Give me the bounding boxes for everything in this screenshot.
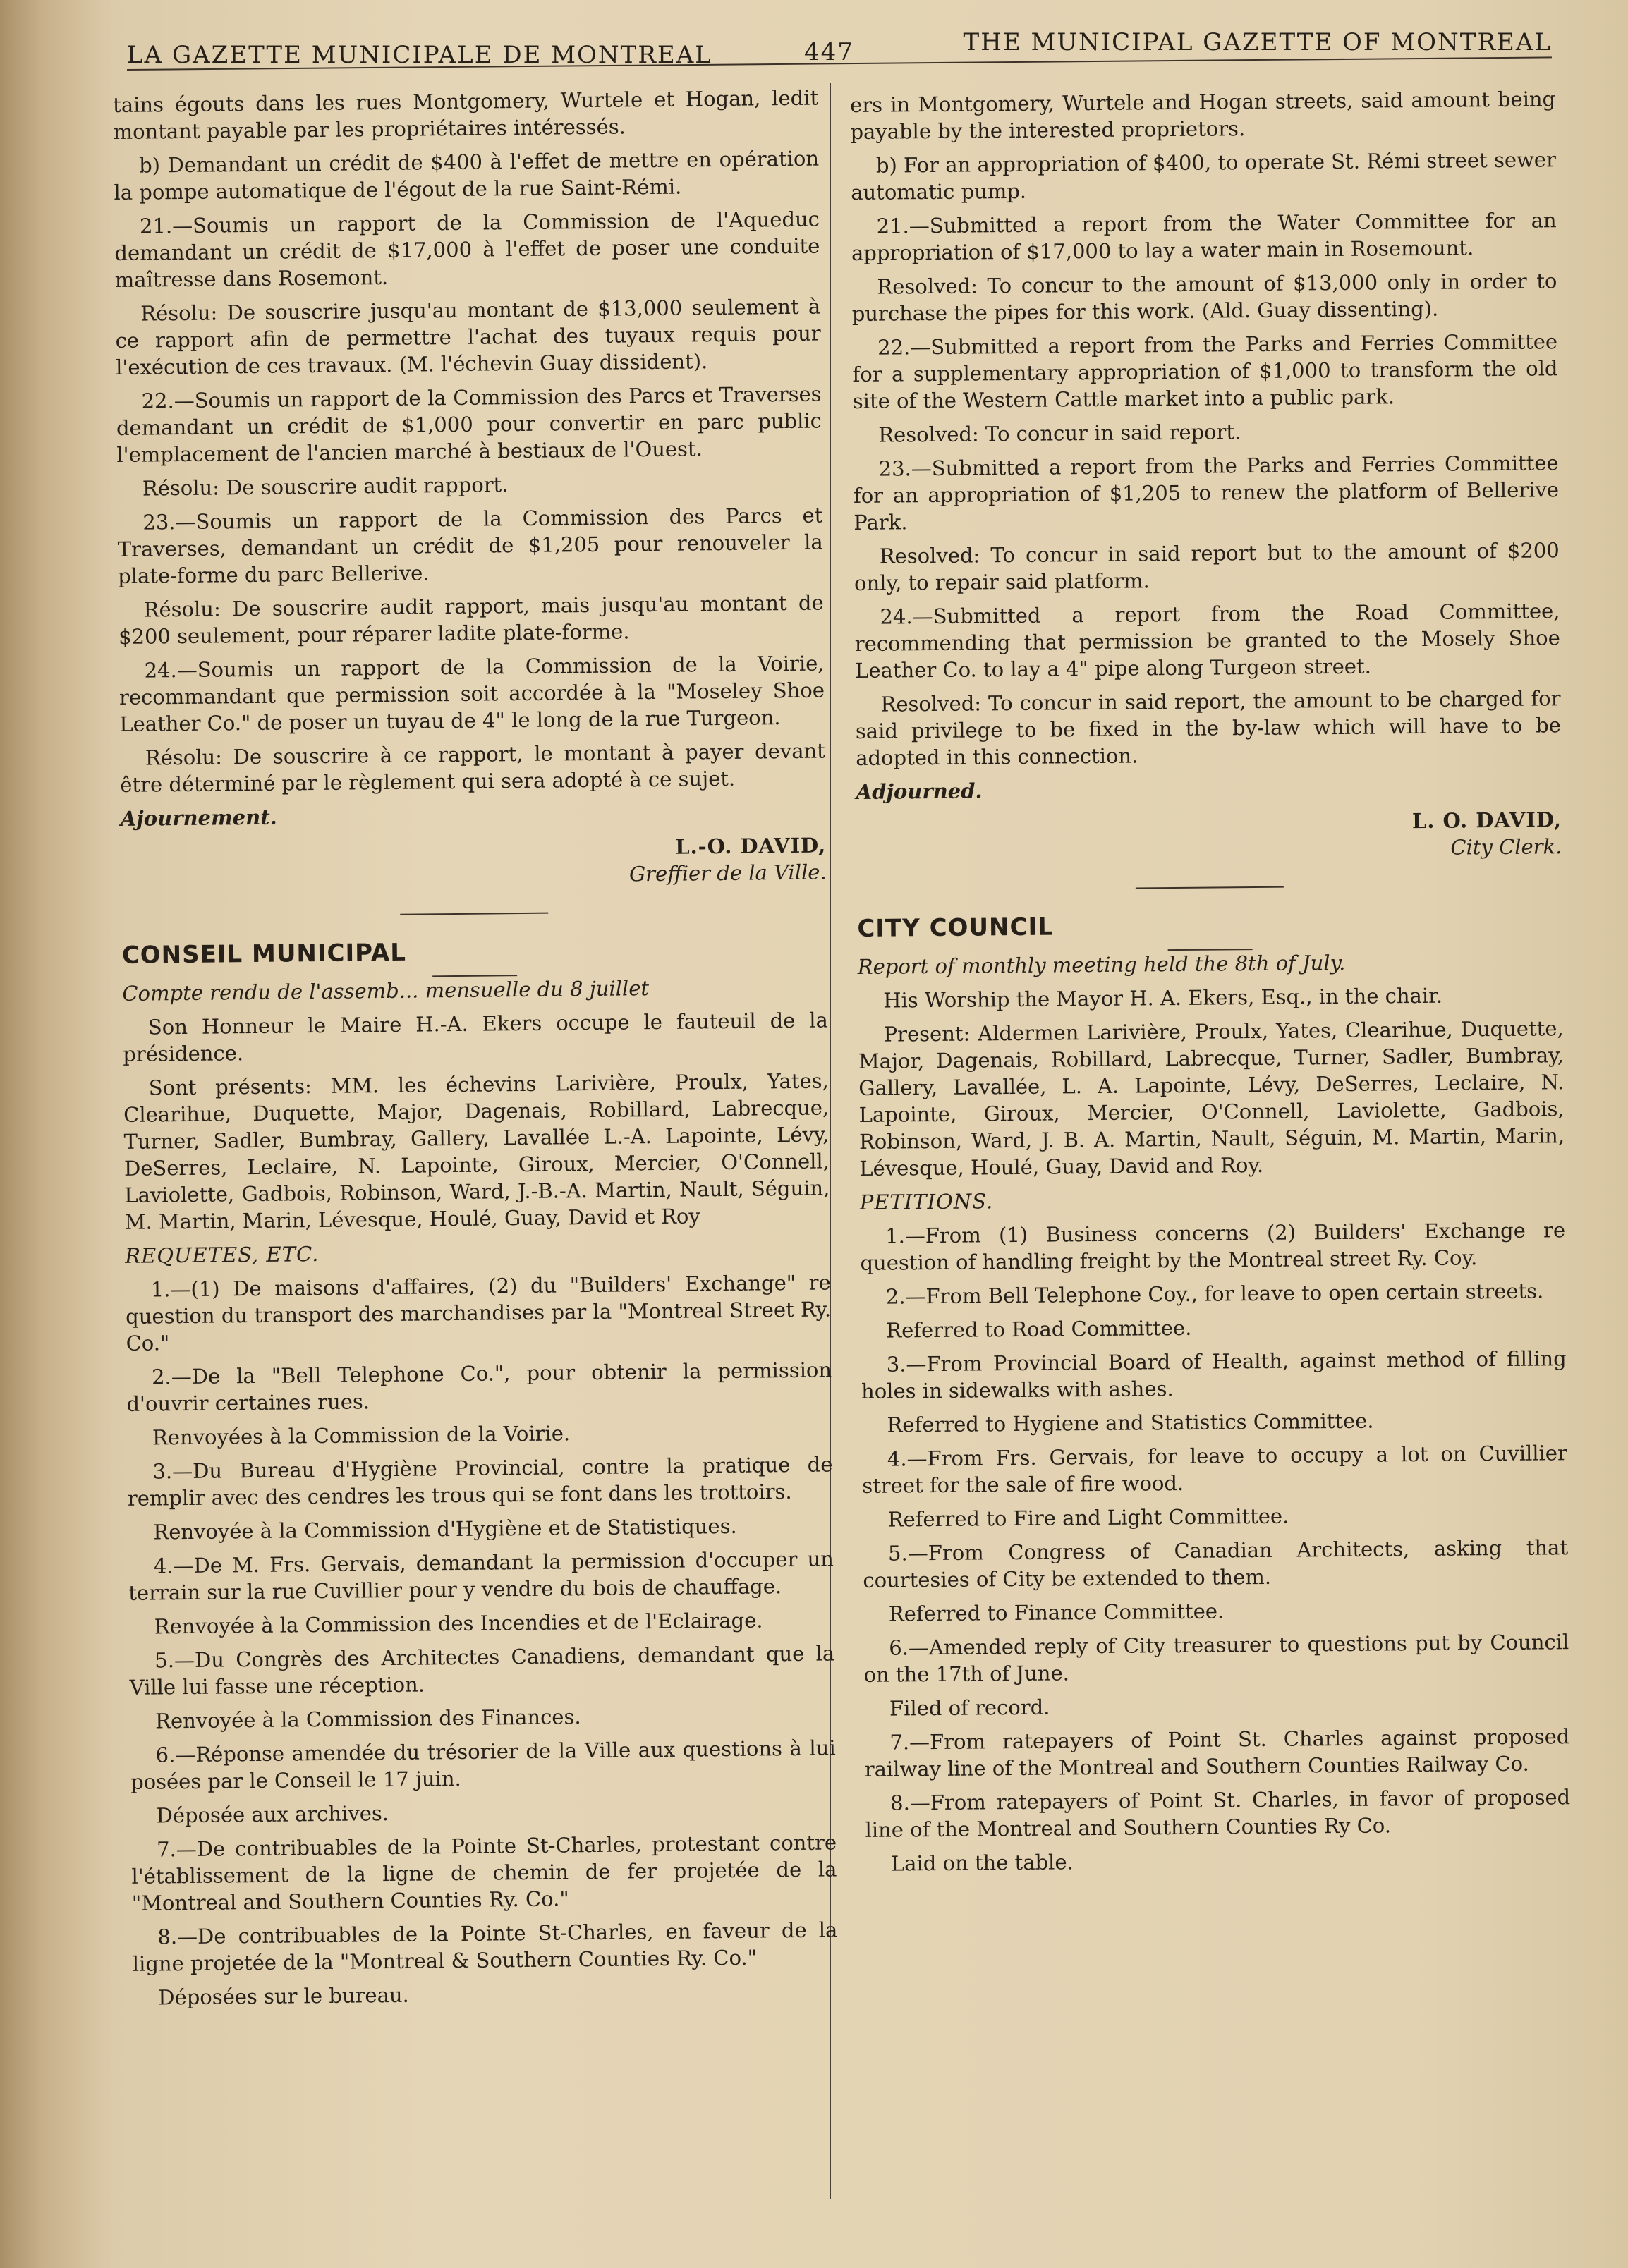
resolution-paragraph: Résolu: De souscrire audit rapport, mais jusqu'au montant de $200 seulement, pour réparer ladite plate-forme. [118, 590, 824, 649]
paragraph: 21.—Submitted a report from the Water Committee for an appropriation of $17,000 to lay a water main in Rosemount. [851, 208, 1557, 265]
list-item: 2.—From Bell Telephone Coy., for leave to open certain streets. [885, 1279, 1544, 1309]
list-item: Déposée aux archives. [156, 1801, 389, 1828]
section-heading: CITY COUNCIL [857, 913, 1054, 943]
paragraph: b) Demandant un crédit de $400 à l'effet de mettre en opération la pompe automatique de l'égout de la rue Saint-Rémi. [114, 146, 820, 205]
petitions-label: PETITIONS. [859, 1189, 994, 1214]
header-title-english: THE MUNICIPAL GAZETTE OF MONTREAL [963, 28, 1552, 56]
resolution-paragraph: Resolved: To concur in said report, the amount to be charged for said privilege to be fixed in the by-law which will have to be adopted in this connection. [855, 686, 1562, 770]
list-item: 7.—De contribuables de la Pointe St-Charles, protestant contre l'établissement de la ligne de chemin de fer projetée de la "Montreal and Southern Counties Ry. Co." [131, 1830, 837, 1915]
list-item: 2.—De la "Bell Telephone Co.", pour obtenir la permission d'ouvrir certaines rues. [126, 1358, 832, 1416]
list-item: Renvoyée à la Commission d'Hygiène et de Statistiques. [153, 1513, 737, 1544]
resolution-paragraph: Resolved: To concur in said report but to the amount of $200 only, to repair said platform. [854, 538, 1560, 595]
signature-name: L. O. DAVID, [1411, 807, 1562, 834]
list-item: 1.—(1) De maisons d'affaires, (2) du "Builders' Exchange" re question du transport des marchandises par la "Montreal Street Ry. Co." [126, 1270, 832, 1355]
paragraph: 22.—Submitted a report from the Parks and Ferries Committee for a supplementary appropriation of $1,000 to transform the old site of the Western Cattle market into a public park. [852, 329, 1558, 413]
list-item: Referred to Road Committee. [886, 1315, 1192, 1343]
list-item: 4.—From Frs. Gervais, for leave to occupy a lot on Cuvillier street for the sale of fire wood. [862, 1441, 1568, 1498]
english-column [850, 85, 1571, 1884]
resolution-paragraph: Résolu: De souscrire audit rapport. [142, 472, 509, 501]
paragraph: tains égouts dans les rues Montgomery, Wurtele et Hogan, ledit montant payable par les propriétaires intéressés. [113, 85, 819, 144]
list-item: 5.—From Congress of Canadian Architects, asking that courtesies of City be extended to them. [863, 1535, 1569, 1592]
paragraph: 21.—Soumis un rapport de la Commission de l'Aqueduc demandant un crédit de $17,000 à l'effet de poser une conduite maîtresse dans Rosemont. [114, 207, 820, 292]
french-column [113, 85, 839, 2018]
paragraph: His Worship the Mayor H. A. Ekers, Esq., in the chair. [883, 983, 1443, 1013]
list-item: Déposées sur le bureau. [158, 1982, 409, 2010]
adjournment: Ajournement. [120, 805, 277, 831]
list-item: Renvoyées à la Commission de la Voirie. [152, 1421, 571, 1450]
list-item: 6.—Amended reply of City treasurer to questions put by Council on the 17th of June. [863, 1630, 1569, 1687]
list-item: 4.—De M. Frs. Gervais, demandant la permission d'occuper un terrain sur la rue Cuvillier pour y vendre du bois de chauffage. [128, 1547, 834, 1605]
attendance-paragraph: Sont présents: MM. les échevins Larivière, Proulx, Yates, Clearihue, Duquette, Major, Dagenais, Robillard, Labrecque, Turner, Sadler, Bumbray, Gallery, Lavallée L.-A. Lapointe, Lévy, DeSerres, Leclaire, N. Lapointe, Giroux, Mercier, O'Connell, Laviolette, Gadbois, Robinson, Ward, J.-B.-A. Martin, Nault, Séguin, M. Martin, Marin, Lévesque, Houlé, Guay, David et Roy [123, 1068, 830, 1234]
list-item: Referred to Fire and Light Committee. [887, 1504, 1289, 1532]
attendance-paragraph: Present: Aldermen Larivière, Proulx, Yates, Clearihue, Duquette, Major, Dagenais, Robillard, Labrecque, Turner, Sadler, Bumbray, Gallery, Lavallée, L. A. Lapointe, Lévy, DeSerres, Leclaire, N. Lapointe, Giroux, Mercier, O'Connell, Laviolette, Gadbois, Robinson, Ward, J. B. A. Martin, Nault, Séguin, M. Martin, Marin, Lévesque, Houlé, Guay, David and Roy. [858, 1016, 1565, 1181]
page-number: 447 [804, 38, 854, 66]
resolution-paragraph: Resolved: To concur to the amount of $13,000 only in order to purchase the pipes for this work. (Ald. Guay dissenting). [851, 269, 1557, 326]
paragraph: ers in Montgomery, Wurtele and Hogan streets, said amount being payable by the interested proprietors. [850, 87, 1556, 144]
section-divider [1136, 886, 1284, 889]
signature-block [121, 831, 827, 892]
signature-block [856, 806, 1562, 866]
paragraph: 23.—Soumis un rapport de la Commission des Parcs et Traverses, demandant un crédit de $1,205 pour renouveler la plate-forme du parc Bellerive. [117, 503, 823, 588]
list-item: Referred to Finance Committee. [888, 1599, 1225, 1626]
requests-label: REQUETES, ETC. [125, 1242, 320, 1268]
list-item: Filed of record. [889, 1695, 1050, 1721]
paragraph: b) For an appropriation of $400, to operate St. Rémi street sewer automatic pump. [851, 147, 1557, 205]
signature-title: Greffier de la Ville. [628, 860, 827, 886]
list-item: Renvoyée à la Commission des Incendies et de l'Eclairage. [154, 1608, 763, 1639]
paragraph: 24.—Soumis un rapport de la Commission de la Voirie, recommandant que permission soit accordée à la "Moseley Shoe Leather Co." de poser un tuyau de 4" le long de la rue Turgeon. [119, 651, 825, 736]
list-item: 7.—From ratepayers of Point St. Charles against proposed railway line of the Montreal and Southern Counties Railway Co. [864, 1724, 1570, 1781]
list-item: Referred to Hygiene and Statistics Committee. [887, 1408, 1374, 1437]
list-item: 3.—Du Bureau d'Hygiène Provincial, contre la pratique de remplir avec des cendres les trous qui se font dans les trottoirs. [127, 1452, 833, 1511]
list-item: 5.—Du Congrès des Architectes Canadiens, demandant que la Ville lui fasse une réception. [129, 1641, 835, 1700]
signature-title: City Clerk. [1450, 834, 1562, 860]
list-item: 1.—From (1) Business concerns (2) Builders' Exchange re question of handling freight by the Montreal street Ry. Coy. [860, 1218, 1566, 1275]
list-item: 8.—From ratepayers of Point St. Charles, in favor of proposed line of the Montreal and Southern Counties Ry Co. [865, 1785, 1571, 1842]
resolution-paragraph: Résolu: De souscrire à ce rapport, le montant à payer devant être déterminé par le règlement qui sera adopté à ce sujet. [120, 738, 826, 797]
list-item: Renvoyée à la Commission des Finances. [155, 1705, 581, 1733]
adjournment: Adjourned. [856, 779, 983, 804]
section-heading: CONSEIL MUNICIPAL [121, 938, 407, 970]
paragraph: 22.—Soumis un rapport de la Commission des Parcs et Traverses demandant un crédit de $1,000 pour convertir en parc public l'emplacement de l'ancien marché à bestiaux de l'Ouest. [116, 382, 822, 467]
list-item: 6.—Réponse amendée du trésorier de la Ville aux questions à lui posées par le Conseil le 17 juin. [130, 1736, 836, 1794]
list-item: Laid on the table. [890, 1850, 1074, 1876]
header-title-french: LA GAZETTE MUNICIPALE DE MONTREAL [127, 41, 712, 69]
list-item: 3.—From Provincial Board of Health, against method of filling holes in sidewalks with ashes. [861, 1346, 1567, 1403]
resolution-paragraph: Résolu: De souscrire jusqu'au montant de $13,000 seulement à ce rapport afin de permettre l'achat des tuyaux requis pour l'exécution de ces travaux. (M. l'échevin Guay dissident). [115, 294, 821, 379]
paragraph: 24.—Submitted a report from the Road Committee, recommending that permission be granted to the Mosely Shoe Leather Co. to lay a 4" pipe along Turgeon street. [854, 599, 1560, 683]
list-item: 8.—De contribuables de la Pointe St-Charles, en faveur de la ligne projetée de la "Montreal & Southern Counties Ry. Co." [132, 1918, 838, 1976]
section-subtitle: Report of monthly meeting held the 8th of July. [857, 950, 1346, 979]
resolution-paragraph: Resolved: To concur in said report. [878, 420, 1241, 447]
signature-name: L.-O. DAVID, [674, 833, 827, 859]
section-divider [400, 913, 548, 915]
paragraph: 23.—Submitted a report from the Parks and Ferries Committee for an appropriation of $1,205 to renew the platform of Bellerive Park. [853, 451, 1560, 535]
section-subtitle: Compte rendu de l'assemb... mensuelle du 8 juillet [122, 976, 650, 1006]
paragraph: Son Honneur le Maire H.-A. Ekers occupe le fauteuil de la présidence. [123, 1008, 829, 1066]
